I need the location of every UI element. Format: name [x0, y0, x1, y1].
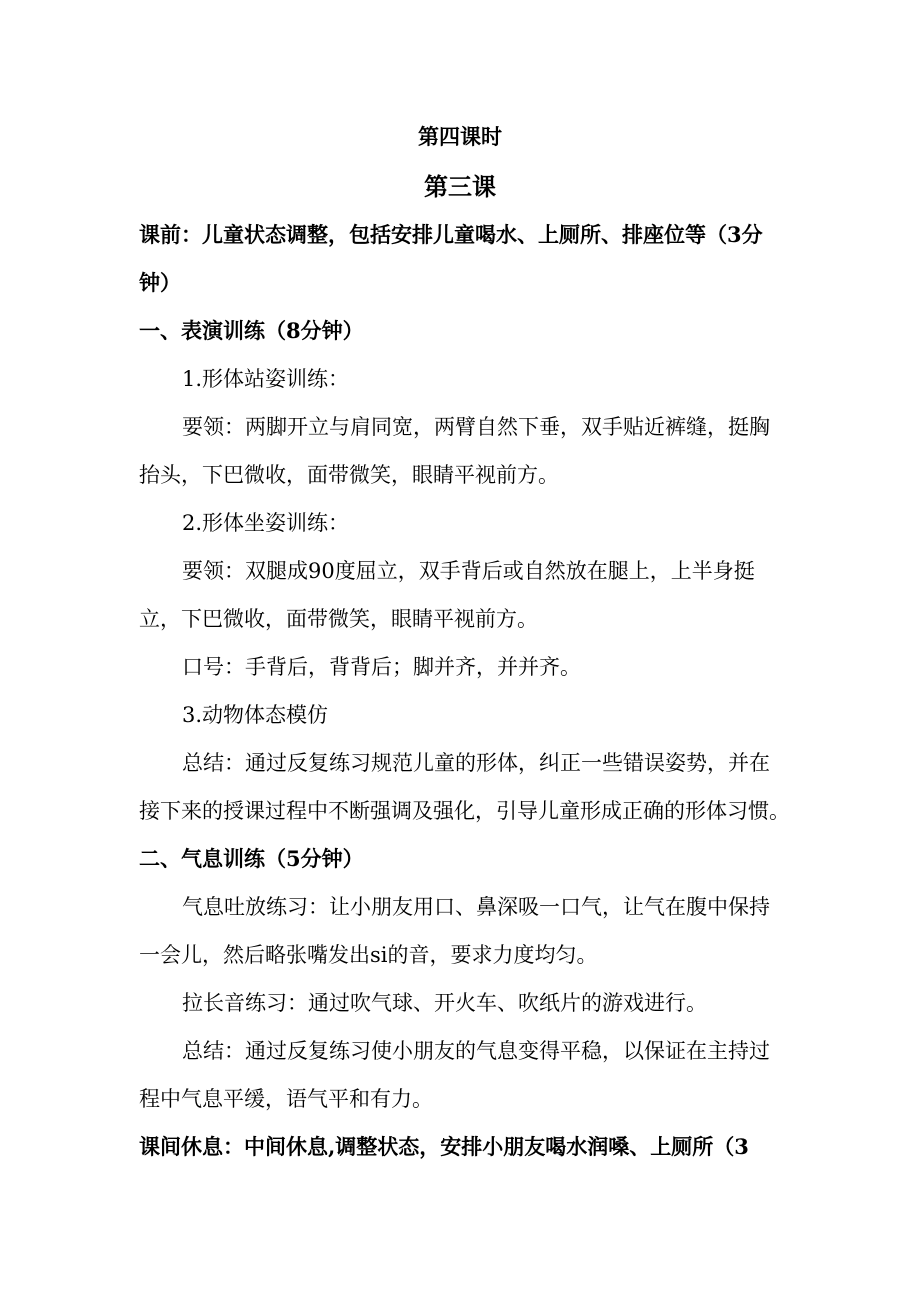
- section2-exercise2: 拉长音练习：通过吹气球、开火车、吹纸片的游戏进行。: [182, 991, 707, 1015]
- section1-heading: 一、表演训练（8分钟）: [139, 318, 364, 343]
- section1-item1-point-line-1: 要领：两脚开立与肩同宽，两臂自然下垂，双手贴近裤缝，挺胸: [182, 415, 770, 439]
- section1-item2-slogan: 口号：手背后，背背后；脚并齐，并并齐。: [182, 655, 581, 679]
- section1-item1-title: 1.形体站姿训练：: [182, 367, 350, 391]
- lesson-title: 第三课: [424, 172, 496, 201]
- section2-exercise1-line-2: 一会儿，然后略张嘴发出si的音，要求力度均匀。: [139, 943, 598, 967]
- pre-class-line-2: 钟）: [139, 270, 181, 295]
- section2-exercise1-line-1: 气息吐放练习：让小朋友用口、鼻深吸一口气，让气在腹中保持: [182, 895, 770, 919]
- break-line: 课间休息：中间休息,调整状态，安排小朋友喝水润嗓、上厕所（3: [139, 1134, 749, 1159]
- section1-item3-title: 3.动物体态模仿: [182, 703, 329, 727]
- pre-class-line-1: 课前：儿童状态调整，包括安排儿童喝水、上厕所、排座位等（3分: [139, 222, 763, 247]
- section1-summary-line-2: 接下来的授课过程中不断强调及强化，引导儿童形成正确的形体习惯。: [139, 799, 790, 823]
- section1-item2-point-line-1: 要领：双腿成90度屈立，双手背后或自然放在腿上，上半身挺: [182, 559, 755, 583]
- section2-heading: 二、气息训练（5分钟）: [139, 846, 364, 871]
- lesson-period-title: 第四课时: [418, 124, 502, 149]
- section1-item2-point-line-2: 立，下巴微收，面带微笑，眼睛平视前方。: [139, 607, 538, 631]
- section2-summary-line-1: 总结：通过反复练习使小朋友的气息变得平稳，以保证在主持过: [182, 1039, 770, 1063]
- section1-item1-point-line-2: 抬头，下巴微收，面带微笑，眼睛平视前方。: [139, 463, 559, 487]
- section1-item2-title: 2.形体坐姿训练：: [182, 511, 350, 535]
- section1-summary-line-1: 总结：通过反复练习规范儿童的形体，纠正一些错误姿势，并在: [182, 751, 770, 775]
- section2-summary-line-2: 程中气息平缓，语气平和有力。: [139, 1087, 433, 1111]
